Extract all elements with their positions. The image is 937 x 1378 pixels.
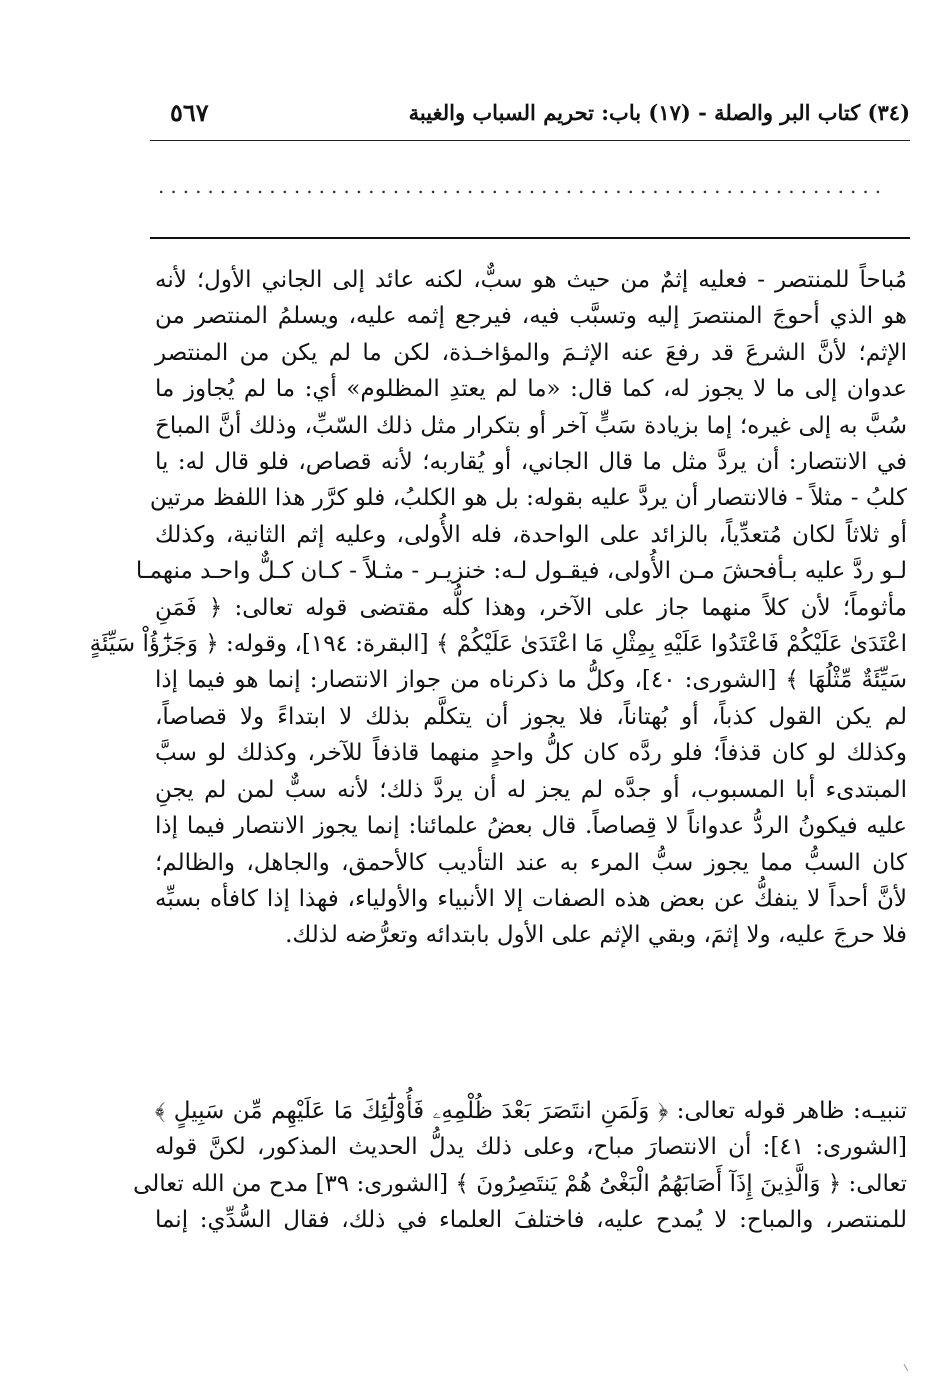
text-line: لأنَّ أحداً لا ينفكُّ عن بعض هذه الصفات إلا الأنبياء والأولياء، فهذا إذا كافأه بسبِّه <box>155 885 907 912</box>
note-line: [الشورى: ٤١]: أن الانتصارَ مباح، وعلى ذلك يدلُّ الحديث المذكور، لكنَّ قوله <box>155 1134 907 1161</box>
text-line: فلا حرجَ عليه، ولا إثمَ، وبقي الإثم على الأول بابتدائه وتعرُّضه لذلك. <box>285 922 907 949</box>
text-line: هو الذي أحوجَ المنتصرَ إليه وتسبَّب فيه، فيرجع إثمه عليه، ويسلمُ المنتصر من <box>155 303 907 330</box>
page-number: ٥٦٧ <box>170 98 209 127</box>
text-line: لـو ردَّ عليه بـأفحشَ مـن الأُولى، فيقـول لـه: خنزيـر - مثـلاً - كـان كـلٌّ واحـد منهمـا <box>135 558 907 585</box>
text-line: سُبَّ به إلى غيره؛ إما بزيادة سَبٍّ آخر أو بتكرار مثل ذلك السّبِّ، وذلك أنَّ المباحَ <box>155 412 907 439</box>
text-line: كان السبُّ مما يجوز سبُّ المرء به عند التأديب كالأحمق، والجاهل، والظالم؛ <box>155 849 907 876</box>
note-line: تنبيـه: ظاهر قوله تعالى: ﴿ وَلَمَنِ انتَصَرَ بَعْدَ ظُلْمِهِۦ فَأُوْلَٰٓئِكَ مَا عَلَيْهِم مِّن سَبِيلٍ ﴾ <box>155 1098 907 1124</box>
scan-mark <box>903 1361 913 1371</box>
text-line: مُباحاً للمنتصر - فعليه إثمٌ من حيث هو سبٌّ، لكنه عائد إلى الجاني الأول؛ لأنه <box>155 267 907 293</box>
text-line: المبتدىء أبا المسبوب، أو جدَّه لم يجز له أن يردَّ ذلك؛ لأنه سبٌّ لمن لم يجنِ <box>155 776 907 803</box>
note-line: للمنتصر، والمباح: لا يُمدح عليه، فاختلفَ العلماء في ذلك، فقال السُّدِّي: إنما <box>155 1207 907 1234</box>
note-paragraph <box>133 1093 907 1239</box>
text-line: لم يكن القول كذباً، أو بُهتاناً، فلا يجوز أن يتكلَّم بذلك لا ابتداءً ولا قصاصاً، <box>155 703 907 730</box>
text-line: أو ثلاثاً لكان مُتعدِّياً، بالزائد على الواحدة، فله الأُولى، وعليه إثم الثانية، وكذلك <box>155 521 907 548</box>
text-line: سَيِّئَةٌ مِّثْلُهَا ﴾ [الشورى: ٤٠]، وكلُّ ما ذكرناه من جواز الانتصار: إنما هو فيما إذا <box>155 667 907 694</box>
text-line: في الانتصار: أن يردَّ مثل ما قال الجاني، أو يُقاربه؛ لأنه قصاص، فلو قال له: يا <box>155 449 907 476</box>
text-line: مأثوماً؛ لأن كلاً منهما جاز على الآخر، وهذا كلُّه مقتضى قوله تعالى: ﴿ فَمَنِ <box>155 594 907 621</box>
text-line: اعْتَدَىٰ عَلَيْكُمْ فَاعْتَدُوا عَلَيْهِ بِمِثْلِ مَا اعْتَدَىٰ عَلَيْكُمْ ﴾ [البقرة: ١٩٤]، وقوله: ﴿ وَجَزَٰٓؤُاْ سَيِّئَةٍ <box>89 631 907 658</box>
text-line: عدوان إلى ما لا يجوز له، كما قال: «ما لم يعتدِ المظلوم» أي: ما لم يُجاوز ما <box>155 376 907 403</box>
text-line: كلبُ - مثلاً - فالانتصار أن يردَّ عليه بقوله: بل هو الكلبُ، فلو كرَّر هذا اللفظ مرتين <box>149 485 907 512</box>
page-header <box>150 96 910 136</box>
header-rule <box>150 140 910 141</box>
text-line: عليه فيكونُ الردُّ عدواناً لا قِصاصاً. قال بعضُ علمائنا: إنما يجوز الانتصار فيما إذا <box>155 813 907 840</box>
text-line: الإثم؛ لأنَّ الشرعَ قد رفعَ عنه الإثـمَ والمؤاخـذة، لكن ما لم يكن من المنتصر <box>155 339 907 366</box>
section-rule <box>150 237 910 239</box>
commentary-text <box>89 262 907 954</box>
note-line: تعالى: ﴿ وَالَّذِينَ إِذَآ أَصَابَهُمُ الْبَغْىُ هُمْ يَنتَصِرُونَ ﴾ [الشورى: ٣٩] مدح من الله تعالى <box>133 1170 907 1197</box>
omission-dots: ........................................................... <box>158 174 888 198</box>
running-title: (٣٤) كتاب البر والصلة - (١٧) باب: تحريم السباب والغيبة <box>408 100 910 125</box>
text-line: وكذلك لو كان قذفاً؛ فلو ردَّه كان كلُّ واحدٍ منهما قاذفاً للآخر، وكذلك لو سبَّ <box>155 740 907 767</box>
